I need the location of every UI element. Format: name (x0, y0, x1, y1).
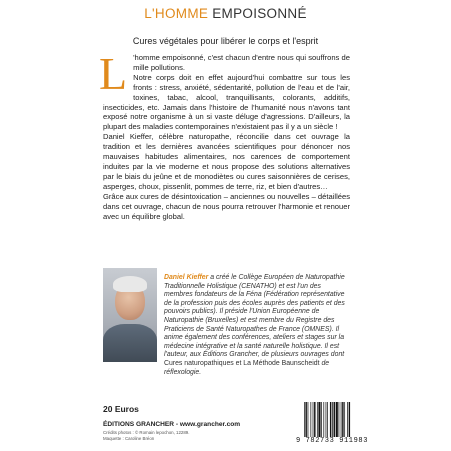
blurb-paragraph-2: Notre corps doit en effet aujourd'hui combattre sur tous les fronts : stress, anxiété, sédentarité, pollution de l'eau et de l'air, toxines, tabac, alcool, tranquillisants, colorants, additifs, insecticides, etc. Jamais dans l'histoire de l'humanité nous n'avons tant exposé notre organisme à un si vaste déluge d'agressions. D'ailleurs, la plupart des maladies contemporaines n'existaient pas il y a un siècle ! (103, 72, 350, 132)
author-bio (164, 274, 350, 377)
blurb-paragraph-4: Grâce aux cures de désintoxication – anciennes ou nouvelles – détaillées dans cet ouvrage, chacun de nous pourra retrouver l'harmonie et renouer avec un équilibre global. (103, 191, 350, 221)
barcode-bar (349, 402, 350, 438)
author-photo (103, 268, 157, 362)
barcode-bar (321, 402, 322, 438)
bio-text: a créé le Collège Européen de Naturopathie Traditionnelle Holistique (CENATHO) et est l'un des membres fondateurs de la Féna (Fédération représentative de la profession puis des écoles auprès des patients et des pouvoirs publics). Il préside l'Union Européenne de Naturopathie (Bruxelles) et est membre du Registre des Praticiens de Santé Naturopathes de France (OMNES). Il anime également des conférences, ateliers et stages sur la médecine intégrative et la santé naturelle holistique. Il est l'auteur, aux Éditions Grancher, de plusieurs ouvrages dont (164, 274, 345, 359)
blurb-paragraph-3: Daniel Kieffer, célèbre naturopathe, réconcilie dans cet ouvrage la tradition et les dernières avancées scientifiques pour dénoncer nos mauvaises habitudes alimentaires, nos carences de comportement induites par la vie moderne et nous propose des solutions alternatives par le biais du jeûne et de monodiètes ou cures saisonnières de cerises, asperges, choux, pissenlit, pommes de terre, riz, et bien d'autres… (103, 132, 350, 191)
barcode-bar (336, 402, 338, 438)
drop-cap: L (99, 48, 128, 99)
barcode-bar (318, 402, 320, 438)
blurb (99, 48, 350, 221)
price: 20 Euros (103, 404, 139, 414)
barcode-bar (326, 402, 327, 438)
credits-line-1: Crédits photos : © Romain lepochon, 12289. (103, 430, 190, 435)
isbn-number: 9 782733 911983 (296, 437, 376, 445)
credits (103, 430, 243, 442)
barcode-bar (339, 402, 340, 438)
blurb-text-1: 'homme empoisonné, c'est chacun d'entre nous qui souffrons de mille pollutions. (133, 53, 350, 72)
book-title (0, 6, 451, 21)
barcode-bar (334, 402, 335, 438)
title-part-2: EMPOISONNÉ (212, 6, 307, 21)
barcode-bar (310, 402, 311, 438)
barcode-bar (313, 402, 314, 438)
barcode-bar (341, 402, 342, 438)
barcode-bar (314, 402, 315, 438)
barcode-bar (332, 402, 333, 438)
credits-line-2: Maquette : Caroline Bréon (103, 436, 155, 441)
barcode-bar (317, 402, 318, 438)
book-subtitle: Cures végétales pour libérer le corps et l'esprit (132, 36, 319, 46)
barcode-bar (305, 402, 306, 438)
bio-end: de réflexologie. (164, 359, 330, 376)
barcode-bar (323, 402, 324, 438)
title-part-1: L'HOMME (144, 6, 209, 21)
barcode-bar (344, 402, 345, 438)
barcode-bar (308, 402, 309, 438)
barcode-bar (304, 402, 305, 438)
barcode-bar (327, 402, 328, 438)
barcode-bar (342, 402, 343, 438)
blurb-paragraph-1 (99, 48, 350, 99)
barcode-bar (330, 402, 331, 438)
bio-books: Cures naturopathiques et La Méthode Baunscheidt (164, 359, 320, 367)
publisher: ÉDITIONS GRANCHER - www.grancher.com (103, 421, 241, 428)
barcode-bar (347, 402, 348, 438)
author-name: Daniel Kieffer (164, 274, 209, 281)
